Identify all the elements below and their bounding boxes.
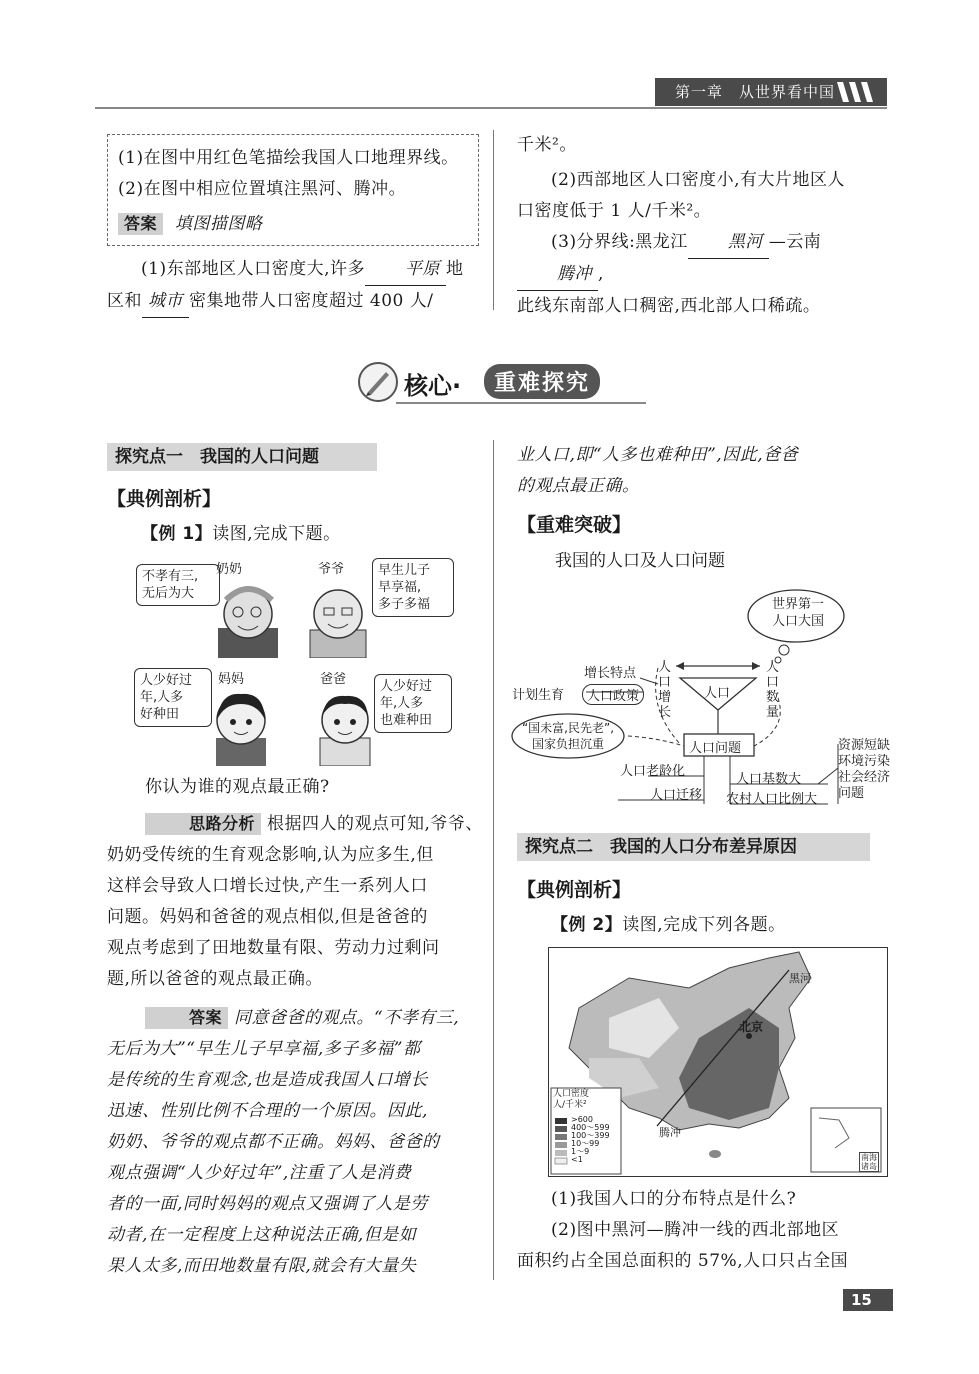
- question-2b: 面积约占全国总面积的 57%,人口只占全国: [517, 1251, 849, 1271]
- map-legend: [571, 1116, 610, 1164]
- fill-blank-plain: 平原: [365, 254, 446, 286]
- dad-speech: 人少好过 年,人多 也难种田: [374, 674, 452, 733]
- banner-title-a: 核心·: [404, 372, 462, 400]
- grandpa-label: 爷爷: [318, 562, 345, 577]
- mom-speech: 人少好过 年,人多 好种田: [134, 668, 212, 727]
- cloud-top-text: 世界第一 人口大国: [771, 597, 824, 629]
- chapter-header: [655, 78, 887, 106]
- answer-text: 填图描图略: [174, 214, 263, 234]
- node-issues: 资源短缺 环境污染 社会经济 问题: [838, 738, 891, 801]
- grandma-avatar: [208, 578, 290, 658]
- example-text: 读图,完成下题。: [212, 524, 341, 544]
- text-segment: —云南: [768, 232, 822, 252]
- map-inset-label: 南海 诸岛: [861, 1153, 877, 1171]
- question-2a: (2)图中黑河—腾冲一线的西北部地区: [551, 1220, 840, 1240]
- map-legend-title: 人口密度 人/千米²: [553, 1089, 590, 1110]
- answer-line: 是传统的生育观念,也是造成我国人口增长: [107, 1070, 428, 1090]
- section-banner: [356, 360, 646, 410]
- cartoon-figure: [130, 558, 470, 768]
- map-label-tengchong: 腾冲: [659, 1126, 681, 1139]
- analysis-line: 奶奶受传统的生育观念影响,认为应多生,但: [107, 845, 434, 865]
- text-segment: (3)分界线:黑龙江: [551, 232, 688, 252]
- section-heading-1: 探究点一 我国的人口问题: [107, 443, 377, 471]
- column-divider: [493, 440, 494, 1280]
- grandma-label: 奶奶: [216, 562, 243, 577]
- node-migration: 人口迁移: [650, 788, 703, 803]
- text-line: 此线东南部人口稠密,西北部人口稀疏。: [517, 296, 821, 316]
- chapter-title: 第一章 从世界看中国: [675, 83, 836, 101]
- legend-item: 10～99: [571, 1139, 600, 1148]
- text-segment: 地: [445, 259, 464, 279]
- concept-diagram: [508, 588, 898, 813]
- analysis-tag: 思路分析: [145, 813, 261, 835]
- fill-blank-city: 城市: [142, 286, 189, 318]
- answer-line: 观点强调“人少好过年”,注重了人是消费: [107, 1163, 412, 1183]
- task-line-1: (1)在图中用红色笔描绘我国人口地理界线。: [118, 148, 459, 168]
- answer-line: 迅速、性别比例不合理的一个原因。因此,: [107, 1101, 428, 1121]
- cloud-left-text: “国未富,民先老”, 国家负担沉重: [521, 721, 615, 751]
- stripes-icon: [837, 82, 881, 102]
- analysis-line: 问题。妈妈和爸爸的观点相似,但是爸爸的: [107, 907, 428, 927]
- answer-tag: 答案: [145, 1007, 228, 1029]
- fill-blank-heihe: 黑河: [688, 227, 769, 259]
- fill-blank-tengchong: 腾冲: [517, 259, 598, 291]
- section-heading-2: 探究点二 我国的人口分布差异原因: [517, 833, 870, 861]
- answer-line: 奶奶、爷爷的观点都不正确。妈妈、爸爸的: [107, 1132, 440, 1152]
- answer-line: 的观点最正确。: [517, 476, 640, 496]
- text-segment: 密集地带人口密度超过 400 人/: [189, 291, 434, 311]
- text-segment: (1)东部地区人口密度大,许多: [141, 259, 365, 279]
- answer-line: 果人太多,而田地数量有限,就会有大量失: [107, 1256, 417, 1276]
- grandpa-speech: 早生儿子 早享福, 多子多福: [372, 558, 454, 617]
- question-text: 你认为谁的观点最正确?: [145, 777, 330, 797]
- node-population-policy: 人口政策: [582, 684, 644, 705]
- node-rural-ratio: 农村人口比例大: [726, 792, 818, 807]
- grandpa-avatar: [302, 578, 374, 658]
- dad-avatar: [310, 686, 380, 766]
- mom-label: 妈妈: [218, 672, 245, 687]
- header-rule: [95, 107, 887, 109]
- text-segment: ,: [598, 264, 604, 284]
- node-large-base: 人口基数大: [736, 772, 802, 787]
- legend-item: >600: [571, 1115, 593, 1124]
- dad-label: 爸爸: [320, 672, 347, 687]
- node-aging: 人口老龄化: [620, 764, 686, 779]
- analysis-line: 根据四人的观点可知,爷爷、: [267, 814, 483, 834]
- answer-line: 者的一面,同时妈妈的观点又强调了人是劳: [107, 1194, 428, 1214]
- node-growth-feature: 增长特点: [584, 666, 637, 681]
- answer-line: 同意爸爸的观点。“不孝有三,: [234, 1008, 460, 1028]
- text-line: (2)西部地区人口密度小,有大片地区人: [551, 170, 845, 190]
- text-line: 千米²。: [517, 135, 577, 155]
- example-text: 读图,完成下列各题。: [622, 915, 786, 935]
- legend-item: 1～9: [571, 1147, 590, 1156]
- analysis-line: 观点考虑到了田地数量有限、劳动力过剩问: [107, 938, 440, 958]
- pen-circle-icon: [356, 360, 400, 404]
- mom-avatar: [206, 686, 276, 766]
- answer-tag: 答案: [118, 213, 163, 235]
- key-heading: 【重难突破】: [517, 514, 632, 536]
- legend-item: 100～399: [571, 1131, 610, 1140]
- column-divider: [493, 130, 494, 310]
- grandma-speech: 不孝有三, 无后为大: [136, 564, 220, 606]
- answer-line: 动者,在一定程度上这种说法正确,但是如: [107, 1225, 417, 1245]
- example-heading: 【典例剖析】: [107, 488, 222, 510]
- map-label-heihe: 黑河: [789, 972, 811, 985]
- text-line: 口密度低于 1 人/千米²。: [517, 201, 712, 221]
- example-label: 【例 2】: [551, 915, 623, 935]
- analysis-line: 题,所以爸爸的观点最正确。: [107, 969, 323, 989]
- example-label: 【例 1】: [141, 524, 213, 544]
- node-problem: 人口问题: [689, 741, 742, 756]
- task-line-2: (2)在图中相应位置填注黑河、腾冲。: [118, 179, 407, 199]
- legend-item: <1: [571, 1155, 583, 1164]
- analysis-line: 这样会导致人口增长过快,产生一系列人口: [107, 876, 428, 896]
- answer-line: 业人口,即“人多也难种田”,因此,爸爸: [517, 445, 799, 465]
- node-family-planning: 计划生育: [512, 688, 565, 703]
- legend-item: 400～599: [571, 1123, 610, 1132]
- population-density-map: [548, 947, 888, 1177]
- banner-underline: [396, 402, 646, 404]
- text-segment: 区和: [107, 291, 142, 311]
- example-heading: 【典例剖析】: [517, 879, 632, 901]
- answer-line: 无后为大”“早生儿子早享福,多子多福”都: [107, 1039, 421, 1059]
- page-number: 15: [843, 1289, 893, 1311]
- question-1: (1)我国人口的分布特点是什么?: [551, 1189, 797, 1209]
- diagram-title: 我国的人口及人口问题: [555, 551, 725, 571]
- map-label-beijing: 北京: [739, 1020, 764, 1034]
- banner-title-b: 重难探究: [484, 364, 600, 399]
- node-quantity: 人口数量: [766, 660, 780, 720]
- node-population: 人口: [704, 686, 731, 701]
- node-growth: 人口增长: [658, 660, 672, 720]
- task-box: [107, 134, 479, 246]
